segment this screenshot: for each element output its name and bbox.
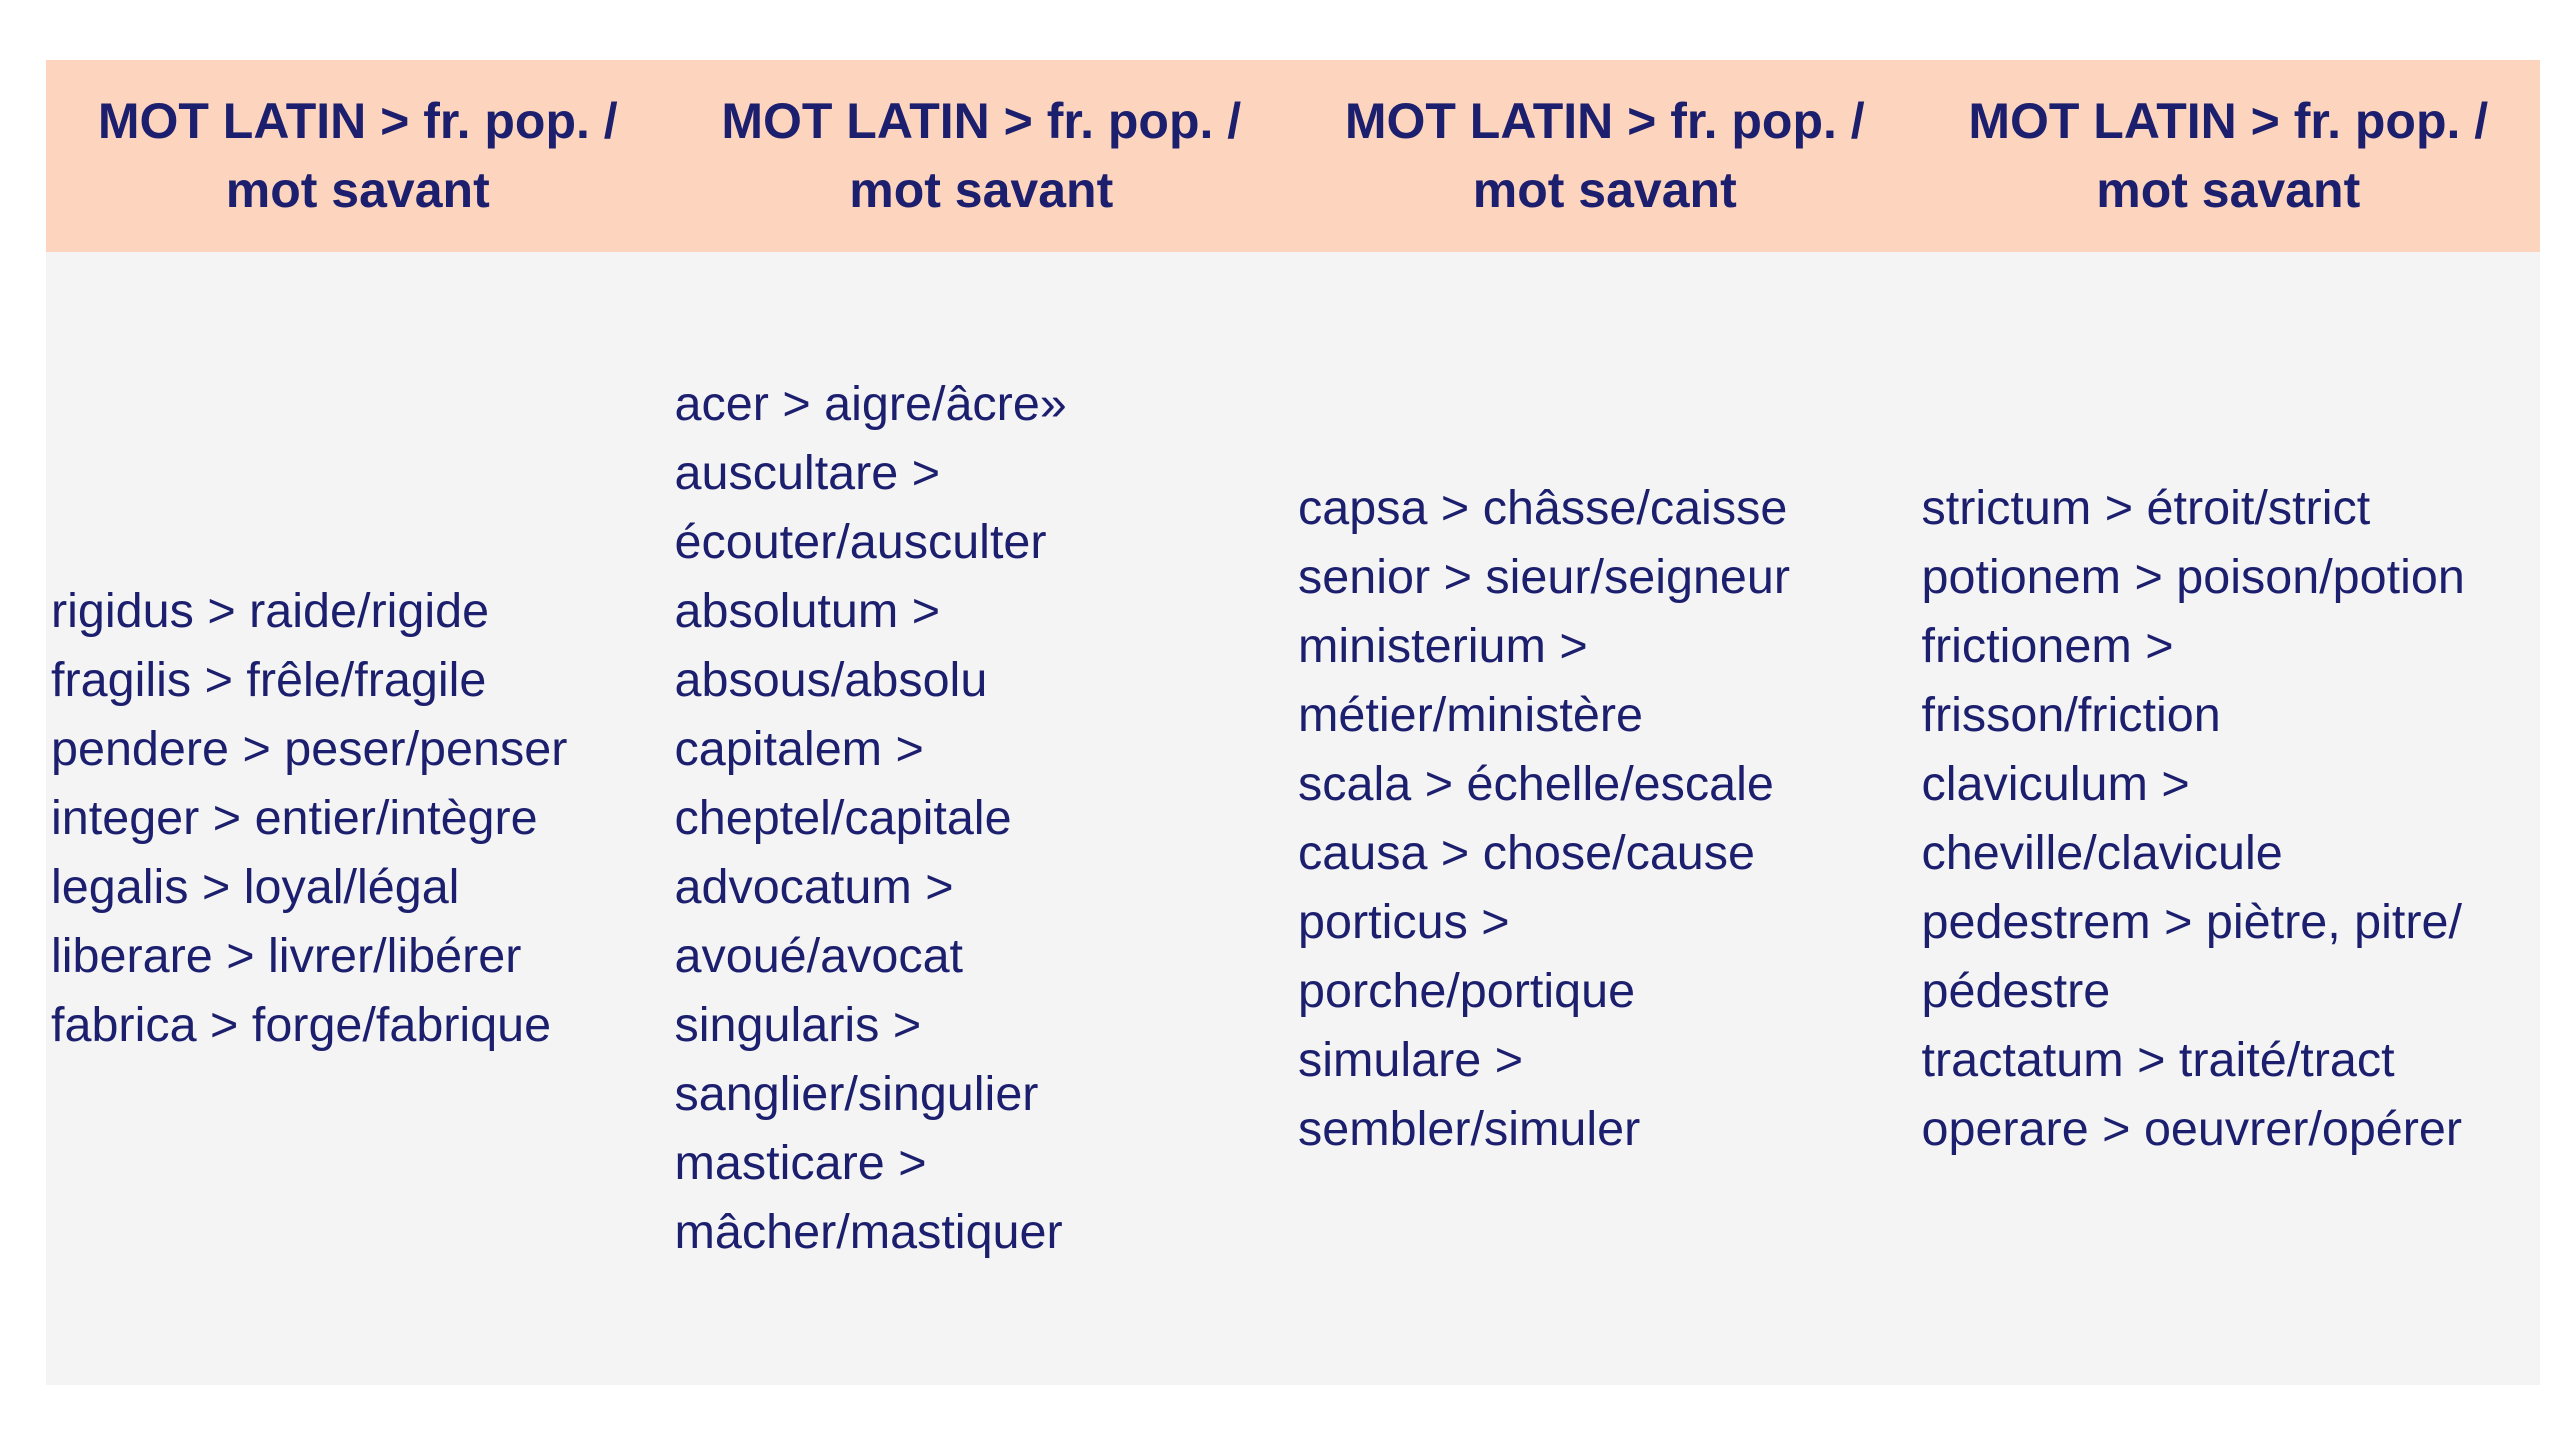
word-pair-line: sembler/simuler (1298, 1101, 1641, 1156)
column-header-line: mot savant (1472, 162, 1737, 218)
table-cell (670, 252, 1294, 1385)
word-pair-line: liberare > livrer/libérer (51, 929, 522, 983)
word-pair-line: frisson/friction (1921, 687, 2221, 742)
word-pair-line: métier/ministère (1298, 687, 1643, 742)
word-pair-line: rigidus > raide/rigide (51, 584, 490, 638)
word-pair-line: absolutum > (674, 584, 941, 638)
table-cell (1293, 252, 1917, 1385)
word-pair-line: acer > aigre/âcre» (674, 377, 1067, 431)
column-header-line: MOT LATIN > fr. pop. / (721, 93, 1242, 149)
column-header (1293, 60, 1917, 252)
word-pair-line: mâcher/mastiquer (674, 1205, 1063, 1259)
word-pair-line: advocatum > (674, 860, 954, 914)
word-pair-line: tractatum > traité/tract (1921, 1032, 2395, 1087)
word-pair-line: cheville/clavicule (1921, 825, 2283, 880)
column-header-line: MOT LATIN > fr. pop. / (97, 93, 618, 149)
word-pair-line: fabrica > forge/fabrique (51, 998, 552, 1052)
column-header-line: mot savant (849, 162, 1114, 218)
word-pair-line: auscultare > (674, 446, 941, 500)
column-header-line: mot savant (2096, 162, 2361, 218)
word-pair-line: scala > échelle/escale (1298, 756, 1774, 811)
column-header-line: mot savant (225, 162, 490, 218)
column-header-line: MOT LATIN > fr. pop. / (1968, 93, 2489, 149)
word-pair-line: ministerium > (1298, 618, 1588, 673)
word-pair-line: operare > oeuvrer/opérer (1921, 1101, 2463, 1156)
word-pair-line: capsa > châsse/caisse (1298, 480, 1788, 535)
word-pair-line: capitalem > (674, 722, 924, 776)
word-pair-line: porche/portique (1298, 963, 1636, 1018)
word-pair-line: strictum > étroit/strict (1921, 480, 2371, 535)
word-pair-line: legalis > loyal/légal (51, 860, 460, 914)
word-pair-line: pédestre (1921, 963, 2111, 1018)
table-cell (1917, 252, 2541, 1385)
word-pair-line: sanglier/singulier (674, 1067, 1039, 1121)
word-pair-line: senior > sieur/seigneur (1298, 549, 1791, 604)
word-pair-line: frictionem > (1921, 618, 2174, 673)
word-pair-line: claviculum > (1921, 756, 2190, 811)
table-header-row (46, 60, 2540, 252)
word-pair-line: pendere > peser/penser (51, 722, 568, 776)
word-pair-line: fragilis > frêle/fragile (51, 653, 487, 707)
column-header (1917, 60, 2541, 252)
word-pair-line: simulare > (1298, 1032, 1524, 1087)
word-pair-line: singularis > (674, 998, 922, 1052)
table-cell (46, 252, 670, 1385)
word-pair-line: potionem > poison/potion (1921, 549, 2465, 604)
column-header (46, 60, 670, 252)
word-pair-line: porticus > (1298, 894, 1510, 949)
column-header (670, 60, 1294, 252)
table-body-row (46, 252, 2540, 1385)
word-pair-line: masticare > (674, 1136, 927, 1190)
word-pair-line: avoué/avocat (674, 929, 964, 983)
word-pair-line: integer > entier/intègre (51, 791, 538, 845)
word-pair-line: pedestrem > piètre, pitre/ (1921, 894, 2463, 949)
word-pair-line: absous/absolu (674, 653, 988, 707)
column-header-line: MOT LATIN > fr. pop. / (1344, 93, 1865, 149)
etymology-table (46, 60, 2540, 1385)
word-pair-line: causa > chose/cause (1298, 825, 1756, 880)
word-pair-line: cheptel/capitale (674, 791, 1012, 845)
word-pair-line: écouter/ausculter (674, 515, 1047, 569)
